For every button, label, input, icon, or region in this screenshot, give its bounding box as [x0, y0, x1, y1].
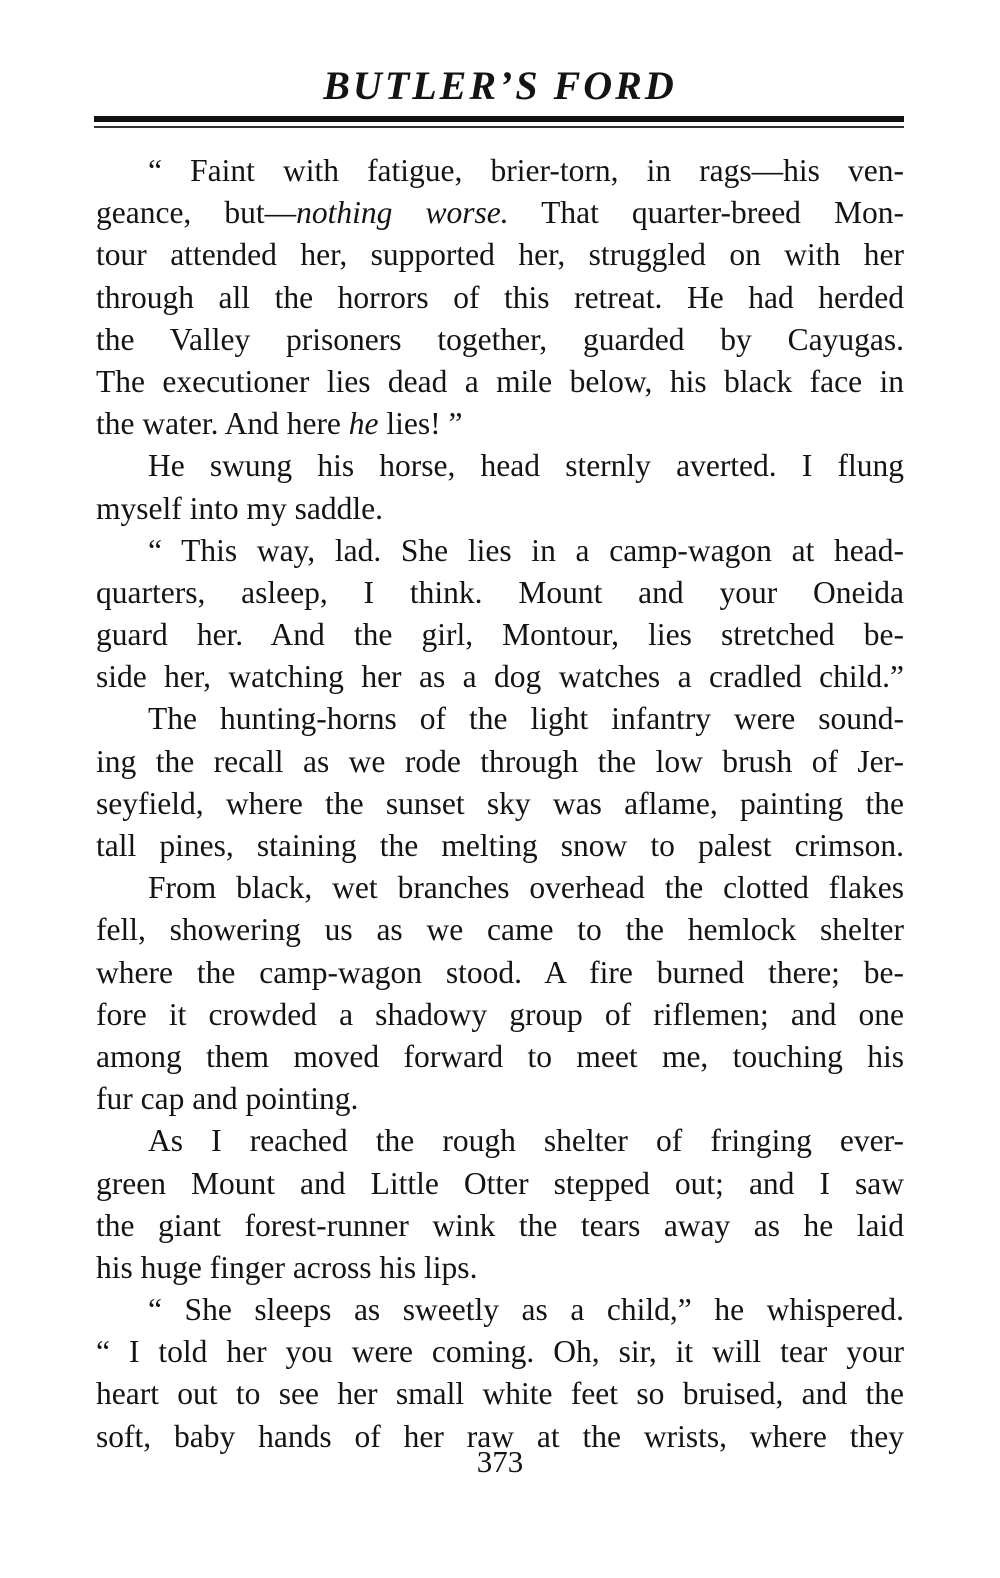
text-run: the water. And here — [96, 406, 349, 442]
text-line: quarters, asleep, I think. Mount and your Oneida — [96, 574, 904, 610]
header-rule-thin — [94, 126, 904, 128]
running-head: BUTLER’S FORD — [323, 63, 677, 108]
text-line: seyfield, where the sunset sky was aflame, painting the — [96, 785, 904, 821]
text-line: where the camp-wagon stood. A fire burned there; be- — [96, 954, 904, 990]
text-run: geance, but— — [96, 195, 297, 231]
body-text — [96, 150, 904, 1458]
text-line: fell, showering us as we came to the hemlock shelter — [96, 912, 904, 948]
text-line: side her, watching her as a dog watches a cradled child.” — [96, 659, 904, 695]
text-line: The hunting-horns of the light infantry were sound- — [148, 701, 904, 737]
text-line: tall pines, staining the melting snow to palest crimson. — [96, 828, 904, 863]
italic-run: nothing worse. — [296, 195, 509, 231]
text-line: As I reached the rough shelter of fringing ever- — [148, 1123, 904, 1159]
text-line: “ I told her you were coming. Oh, sir, it will tear your — [96, 1334, 904, 1370]
text-line: He swung his horse, head sternly averted. I flung — [148, 448, 904, 484]
text-line — [96, 403, 904, 445]
text-run: That quarter-breed Mon- — [508, 195, 904, 231]
header-rule-thick — [94, 116, 904, 122]
text-line: “ She sleeps as sweetly as a child,” he whispered. — [148, 1292, 904, 1328]
text-line: among them moved forward to meet me, touching his — [96, 1038, 904, 1074]
text-run: lies! ” — [378, 406, 463, 442]
text-line: soft, baby hands of her raw at the wrists, where they — [96, 1418, 904, 1454]
text-line: myself into my saddle. — [96, 490, 383, 526]
page-number: 373 — [476, 1444, 524, 1479]
text-line: through all the horrors of this retreat. He had herded — [96, 279, 904, 315]
text-line — [96, 192, 904, 234]
italic-run: he — [348, 406, 379, 442]
text-line: From black, wet branches overhead the clotted flakes — [148, 870, 904, 906]
text-line: heart out to see her small white feet so bruised, and the — [96, 1376, 904, 1412]
text-line: ing the recall as we rode through the low brush of Jer- — [96, 743, 904, 779]
text-line: the giant forest-runner wink the tears away as he laid — [96, 1207, 904, 1243]
text-line: guard her. And the girl, Montour, lies stretched be- — [96, 617, 904, 653]
text-line: tour attended her, supported her, struggled on with her — [96, 237, 904, 273]
text-line: the Valley prisoners together, guarded by Cayugas. — [96, 321, 904, 357]
text-line: “ Faint with fatigue, brier-torn, in rags—his ven- — [148, 153, 904, 188]
text-line: fur cap and pointing. — [96, 1081, 359, 1117]
text-line: his huge finger across his lips. — [96, 1249, 478, 1285]
text-line: The executioner lies dead a mile below, his black face in — [96, 363, 904, 399]
text-line: fore it crowded a shadowy group of riflemen; and one — [96, 996, 904, 1032]
text-line: “ This way, lad. She lies in a camp-wagon at head- — [148, 532, 904, 568]
text-line: green Mount and Little Otter stepped out; and I saw — [96, 1165, 904, 1201]
